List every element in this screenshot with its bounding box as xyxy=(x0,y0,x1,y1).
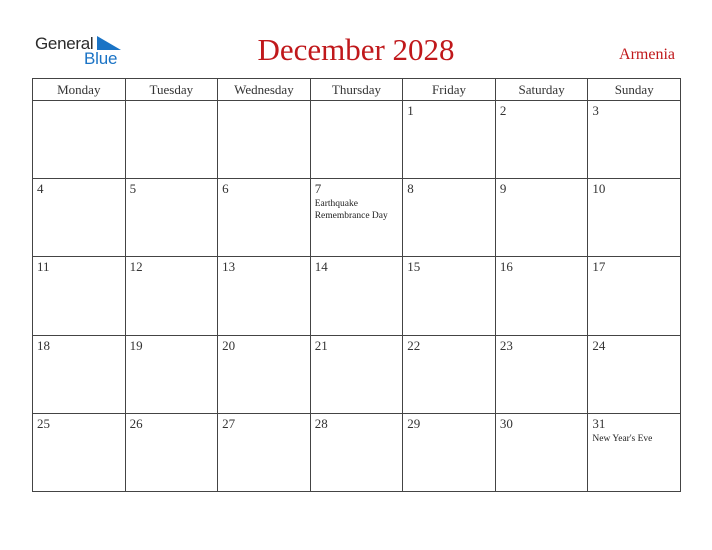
week-row xyxy=(33,257,681,335)
day-cell xyxy=(588,179,681,257)
day-cell xyxy=(495,257,588,335)
day-number: 29 xyxy=(407,415,421,431)
calendar-title: December 2028 xyxy=(257,32,455,67)
day-cell xyxy=(310,413,403,491)
day-cell xyxy=(310,101,403,179)
day-event: New Year's Eve xyxy=(592,433,653,444)
day-cell xyxy=(218,335,311,413)
day-cell xyxy=(588,335,681,413)
day-cell xyxy=(125,101,218,179)
day-number: 26 xyxy=(129,415,143,431)
weekday-header: Wednesday xyxy=(218,79,311,101)
day-number: 6 xyxy=(222,181,229,197)
day-cell xyxy=(33,257,126,335)
day-cell xyxy=(588,413,681,491)
day-number: 12 xyxy=(129,259,143,275)
day-cell xyxy=(218,179,311,257)
logo-word-blue: Blue xyxy=(84,49,118,68)
day-number: 16 xyxy=(499,259,513,275)
day-number: 23 xyxy=(499,337,513,353)
day-number: 11 xyxy=(37,259,50,275)
day-cell xyxy=(125,335,218,413)
day-cell xyxy=(33,335,126,413)
day-number: 28 xyxy=(314,415,328,431)
weekday-header: Saturday xyxy=(495,79,588,101)
country-label: Armenia xyxy=(619,46,675,63)
day-cell xyxy=(403,179,496,257)
day-number: 22 xyxy=(407,337,421,353)
weekday-header: Tuesday xyxy=(125,79,218,101)
day-number: 15 xyxy=(407,259,421,275)
week-row xyxy=(33,179,681,257)
day-number: 13 xyxy=(222,259,236,275)
day-number: 24 xyxy=(592,337,606,353)
week-row xyxy=(33,413,681,491)
day-cell xyxy=(403,257,496,335)
day-cell xyxy=(125,257,218,335)
day-number: 8 xyxy=(407,181,414,197)
day-number: 25 xyxy=(37,415,50,431)
week-row xyxy=(33,101,681,179)
day-cell xyxy=(495,179,588,257)
day-number: 1 xyxy=(407,103,414,118)
day-cell xyxy=(33,413,126,491)
day-cell xyxy=(218,257,311,335)
day-cell xyxy=(218,413,311,491)
day-cell xyxy=(310,179,403,257)
day-cell xyxy=(310,257,403,335)
day-cell xyxy=(495,335,588,413)
weekday-header: Thursday xyxy=(310,79,403,101)
day-number: 31 xyxy=(592,415,606,431)
day-cell xyxy=(495,101,588,179)
day-event: Earthquake Remembrance Day xyxy=(314,199,388,222)
weekday-header-row xyxy=(33,79,681,101)
day-number: 9 xyxy=(499,181,507,197)
week-row xyxy=(33,335,681,413)
day-number: 5 xyxy=(129,181,137,197)
day-number: 19 xyxy=(129,337,143,353)
day-cell xyxy=(403,335,496,413)
day-cell xyxy=(33,101,126,179)
day-number: 21 xyxy=(314,337,328,353)
weekday-header: Monday xyxy=(33,79,126,101)
day-cell xyxy=(495,413,588,491)
logo-word-general: General xyxy=(35,34,94,53)
day-number: 20 xyxy=(222,337,236,353)
day-number: 3 xyxy=(592,103,599,118)
day-cell xyxy=(310,335,403,413)
day-cell xyxy=(125,413,218,491)
day-number: 27 xyxy=(222,415,236,431)
day-cell xyxy=(125,179,218,257)
day-number: 10 xyxy=(592,181,606,197)
day-cell xyxy=(403,101,496,179)
day-cell xyxy=(403,413,496,491)
day-cell xyxy=(218,101,311,179)
day-cell xyxy=(588,257,681,335)
day-cell xyxy=(588,101,681,179)
day-number: 17 xyxy=(592,259,606,275)
calendar-grid xyxy=(32,78,681,492)
day-number: 4 xyxy=(37,181,44,197)
day-cell xyxy=(33,179,126,257)
weekday-header: Friday xyxy=(403,79,496,101)
day-number: 30 xyxy=(499,415,513,431)
weekday-header: Sunday xyxy=(588,79,681,101)
day-number: 18 xyxy=(37,337,50,353)
day-number: 2 xyxy=(499,103,507,118)
day-number: 7 xyxy=(314,181,322,197)
day-number: 14 xyxy=(314,259,328,275)
